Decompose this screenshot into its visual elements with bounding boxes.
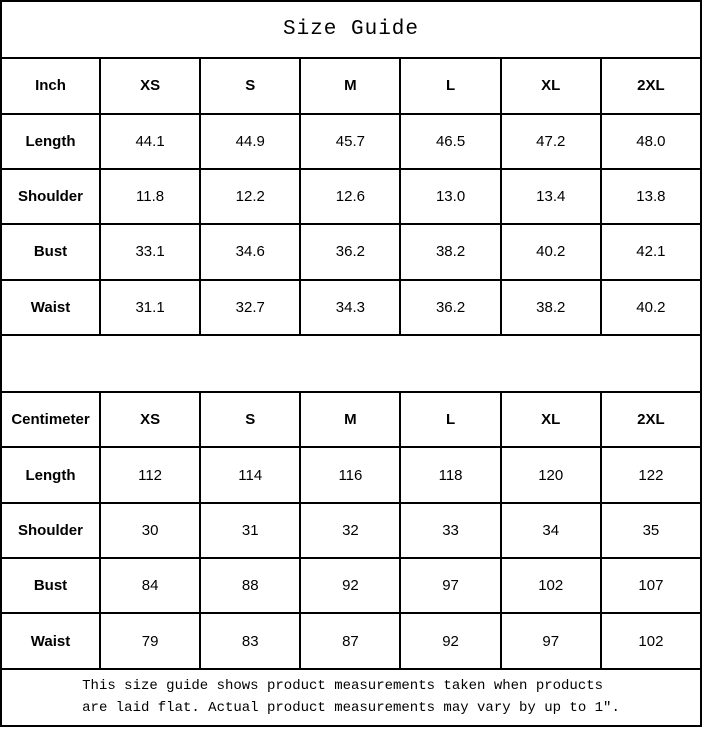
measurement-value-cell: 40.2 [501,224,601,279]
unit-label: Centimeter [1,392,100,447]
measurement-row-label: Bust [1,558,100,613]
measurement-row-label: Shoulder [1,503,100,558]
measurement-value-cell: 38.2 [400,224,500,279]
measurement-value-cell: 44.9 [200,114,300,169]
spacer-row [1,335,701,392]
measurement-value-cell: 33.1 [100,224,200,279]
measurement-value-cell: 13.8 [601,169,701,224]
size-column-header: L [400,392,500,447]
measurement-value-cell: 34.6 [200,224,300,279]
measurement-value-cell: 107 [601,558,701,613]
measurement-value-cell: 12.6 [300,169,400,224]
measurement-row-label: Shoulder [1,169,100,224]
measurement-value-cell: 34 [501,503,601,558]
measurement-value-cell: 83 [200,613,300,668]
measurement-value-cell: 38.2 [501,280,601,335]
measurement-value-cell: 42.1 [601,224,701,279]
size-column-header: L [400,58,500,113]
measurement-value-cell: 97 [501,613,601,668]
measurement-value-cell: 120 [501,447,601,502]
measurement-value-cell: 47.2 [501,114,601,169]
measurement-value-cell: 79 [100,613,200,668]
measurement-value-cell: 92 [300,558,400,613]
measurement-row-label: Waist [1,280,100,335]
measurement-value-cell: 116 [300,447,400,502]
measurement-value-cell: 122 [601,447,701,502]
footnote-line-1: This size guide shows product measurements taken when products [82,677,604,694]
size-column-header: XS [100,392,200,447]
measurement-value-cell: 48.0 [601,114,701,169]
measurement-value-cell: 12.2 [200,169,300,224]
measurement-value-cell: 102 [601,613,701,668]
size-column-header: XL [501,392,601,447]
footnote-row [1,669,701,726]
measurement-value-cell: 11.8 [100,169,200,224]
measurement-row-label: Length [1,114,100,169]
size-column-header: M [300,392,400,447]
size-column-header: 2XL [601,392,701,447]
measurement-value-cell: 13.4 [501,169,601,224]
measurement-value-cell: 34.3 [300,280,400,335]
measurement-value-cell: 88 [200,558,300,613]
unit-label: Inch [1,58,100,113]
footnote-line-2: are laid flat. Actual product measurements may vary by up to 1″. [82,700,620,717]
measurement-value-cell: 40.2 [601,280,701,335]
measurement-value-cell: 92 [400,613,500,668]
measurement-value-cell: 84 [100,558,200,613]
measurement-value-cell: 118 [400,447,500,502]
measurement-row-label: Waist [1,613,100,668]
measurement-row-label: Length [1,447,100,502]
measurement-row-label: Bust [1,224,100,279]
page-title: Size Guide [1,1,701,58]
centimeter-size-table [1,392,701,669]
size-column-header: S [200,58,300,113]
inch-size-table [1,58,701,335]
measurement-value-cell: 97 [400,558,500,613]
size-column-header: 2XL [601,58,701,113]
measurement-value-cell: 102 [501,558,601,613]
measurement-value-cell: 33 [400,503,500,558]
measurement-value-cell: 36.2 [400,280,500,335]
measurement-value-cell: 44.1 [100,114,200,169]
measurement-value-cell: 32 [300,503,400,558]
measurement-value-cell: 87 [300,613,400,668]
measurement-value-cell: 30 [100,503,200,558]
measurement-value-cell: 46.5 [400,114,500,169]
footnote-text [82,675,620,720]
measurement-value-cell: 36.2 [300,224,400,279]
size-column-header: S [200,392,300,447]
measurement-value-cell: 45.7 [300,114,400,169]
size-column-header: XS [100,58,200,113]
measurement-value-cell: 35 [601,503,701,558]
size-column-header: XL [501,58,601,113]
measurement-value-cell: 31.1 [100,280,200,335]
size-column-header: M [300,58,400,113]
measurement-value-cell: 114 [200,447,300,502]
measurement-value-cell: 112 [100,447,200,502]
measurement-value-cell: 31 [200,503,300,558]
measurement-value-cell: 32.7 [200,280,300,335]
measurement-value-cell: 13.0 [400,169,500,224]
